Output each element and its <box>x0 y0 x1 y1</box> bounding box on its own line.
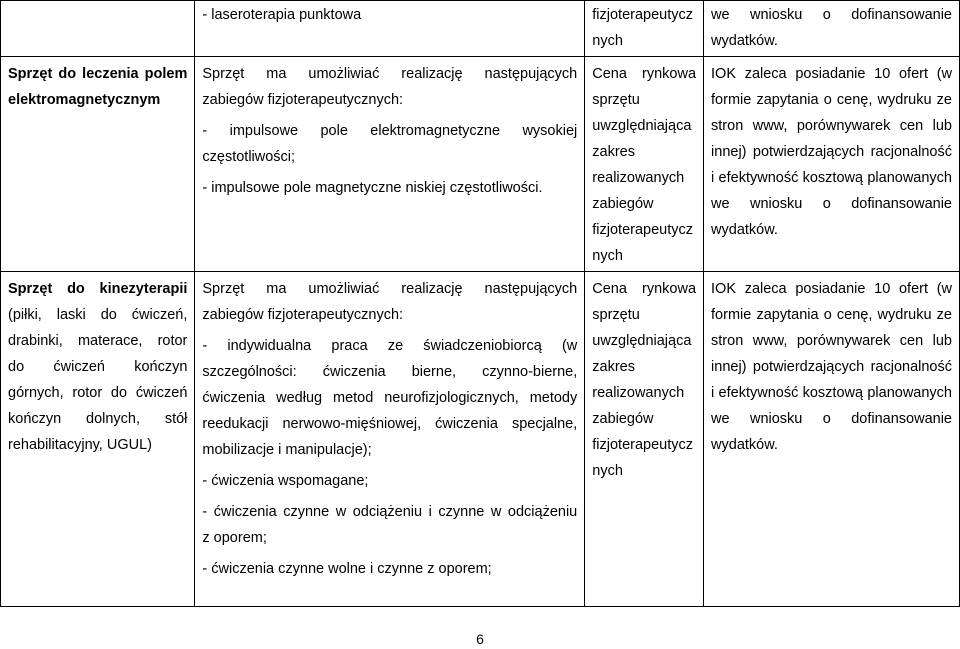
price-line: uwzględniająca <box>592 333 692 349</box>
procedure-line: - impulsowe pole magnetyczne niskiej częstotliwości. <box>202 180 543 196</box>
price-line: realizowanych <box>592 385 685 401</box>
price-line: fizjoterapeutycz <box>592 222 693 238</box>
procedure-line: - laseroterapia punktowa <box>202 7 362 23</box>
price-line: realizowanych <box>592 170 685 186</box>
recommendation-line: innej) potwierdzających racjonalność <box>711 144 952 160</box>
equipment-name-cell <box>1 272 195 607</box>
procedure-line: mobilizacje i manipulacje); <box>202 442 372 458</box>
procedures-cell <box>195 1 585 57</box>
equipment-name-line: rehabilitacyjny, UGUL) <box>8 437 152 453</box>
recommendation-line: we wniosku o dofinansowanie <box>711 7 952 23</box>
price-line: nych <box>592 248 623 264</box>
recommendation-line: wydatków. <box>711 437 778 453</box>
price-line: fizjoterapeutycz <box>592 7 693 23</box>
procedure-intro-line: zabiegów fizjoterapeutycznych: <box>202 92 404 108</box>
procedure-line: - ćwiczenia czynne w odciążeniu i czynne w odciążeniu <box>202 504 578 520</box>
recommendation-line: i efektywność kosztową planowanych <box>711 385 952 401</box>
price-line: sprzętu <box>592 307 640 323</box>
price-line: sprzętu <box>592 92 640 108</box>
procedure-line: - impulsowe pole elektromagnetyczne wysokiej <box>202 123 578 139</box>
recommendation-line: IOK zaleca posiadanie 10 ofert (w <box>711 281 952 297</box>
recommendation-cell <box>704 57 960 272</box>
price-line: zakres <box>592 359 635 375</box>
recommendation-line: innej) potwierdzających racjonalność <box>711 359 952 375</box>
procedure-line: - indywidualna praca ze świadczeniobiorcą (w <box>202 338 578 354</box>
procedure-line: - ćwiczenia wspomagane; <box>202 473 369 489</box>
price-line: zakres <box>592 144 635 160</box>
price-line: nych <box>592 463 623 479</box>
procedure-line: reedukacji nerwowo-mięśniowej, ćwiczenia specjalne, <box>202 416 578 432</box>
equipment-name-line: drabinki, materace, rotor <box>8 333 188 349</box>
equipment-name-line: górnych, rotor do ćwiczeń <box>8 385 188 401</box>
price-line: zabiegów <box>592 411 654 427</box>
equipment-name-line: do ćwiczeń kończyn <box>8 359 188 375</box>
price-line: nych <box>592 33 623 49</box>
recommendation-line: stron www, porównywarek cen lub <box>711 333 952 349</box>
equipment-name-line: Sprzęt do leczenia polem <box>8 66 188 82</box>
price-basis-cell <box>585 1 704 57</box>
procedure-intro-line: Sprzęt ma umożliwiać realizację następujących <box>202 66 578 82</box>
recommendation-line: we wniosku o dofinansowanie <box>711 411 952 427</box>
page-number: 6 <box>476 631 484 647</box>
procedure-intro-line: zabiegów fizjoterapeutycznych: <box>202 307 404 323</box>
price-line: fizjoterapeutycz <box>592 437 693 453</box>
equipment-name-cell <box>1 57 195 272</box>
equipment-name-line: elektromagnetycznym <box>8 92 161 108</box>
equipment-name-line: (piłki, laski do ćwiczeń, <box>8 307 188 323</box>
procedure-line: z oporem; <box>202 530 267 546</box>
recommendation-line: IOK zaleca posiadanie 10 ofert (w <box>711 66 952 82</box>
recommendation-line: stron www, porównywarek cen lub <box>711 118 952 134</box>
table-row <box>1 57 960 272</box>
price-line: uwzględniająca <box>592 118 692 134</box>
procedures-cell <box>195 272 585 607</box>
recommendation-line: we wniosku o dofinansowanie <box>711 196 952 212</box>
equipment-name-line: Sprzęt do kinezyterapii <box>8 281 188 297</box>
recommendation-line: wydatków. <box>711 222 778 238</box>
recommendation-line: formie zapytania o cenę, wydruku ze <box>711 307 952 323</box>
table-row <box>1 272 960 607</box>
price-line: zabiegów <box>592 196 654 212</box>
price-line: Cena rynkowa <box>592 281 697 297</box>
recommendation-line: wydatków. <box>711 33 778 49</box>
procedure-line: częstotliwości; <box>202 149 296 165</box>
equipment-name-line: kończyn dolnych, stół <box>8 411 188 427</box>
price-basis-cell <box>585 57 704 272</box>
recommendation-cell <box>704 1 960 57</box>
price-line: Cena rynkowa <box>592 66 697 82</box>
equipment-name-cell <box>1 1 195 57</box>
recommendation-cell <box>704 272 960 607</box>
table-row <box>1 1 960 57</box>
procedure-line: ćwiczenia według metod neurofizjologicznych, metody <box>202 390 578 406</box>
procedures-cell <box>195 57 585 272</box>
procedure-line: szczególności: ćwiczenia bierne, czynno-bierne, <box>202 364 578 380</box>
price-basis-cell <box>585 272 704 607</box>
procedure-line: - ćwiczenia czynne wolne i czynne z oporem; <box>202 561 492 577</box>
recommendation-line: i efektywność kosztową planowanych <box>711 170 952 186</box>
procedure-intro-line: Sprzęt ma umożliwiać realizację następujących <box>202 281 578 297</box>
recommendation-line: formie zapytania o cenę, wydruku ze <box>711 92 952 108</box>
